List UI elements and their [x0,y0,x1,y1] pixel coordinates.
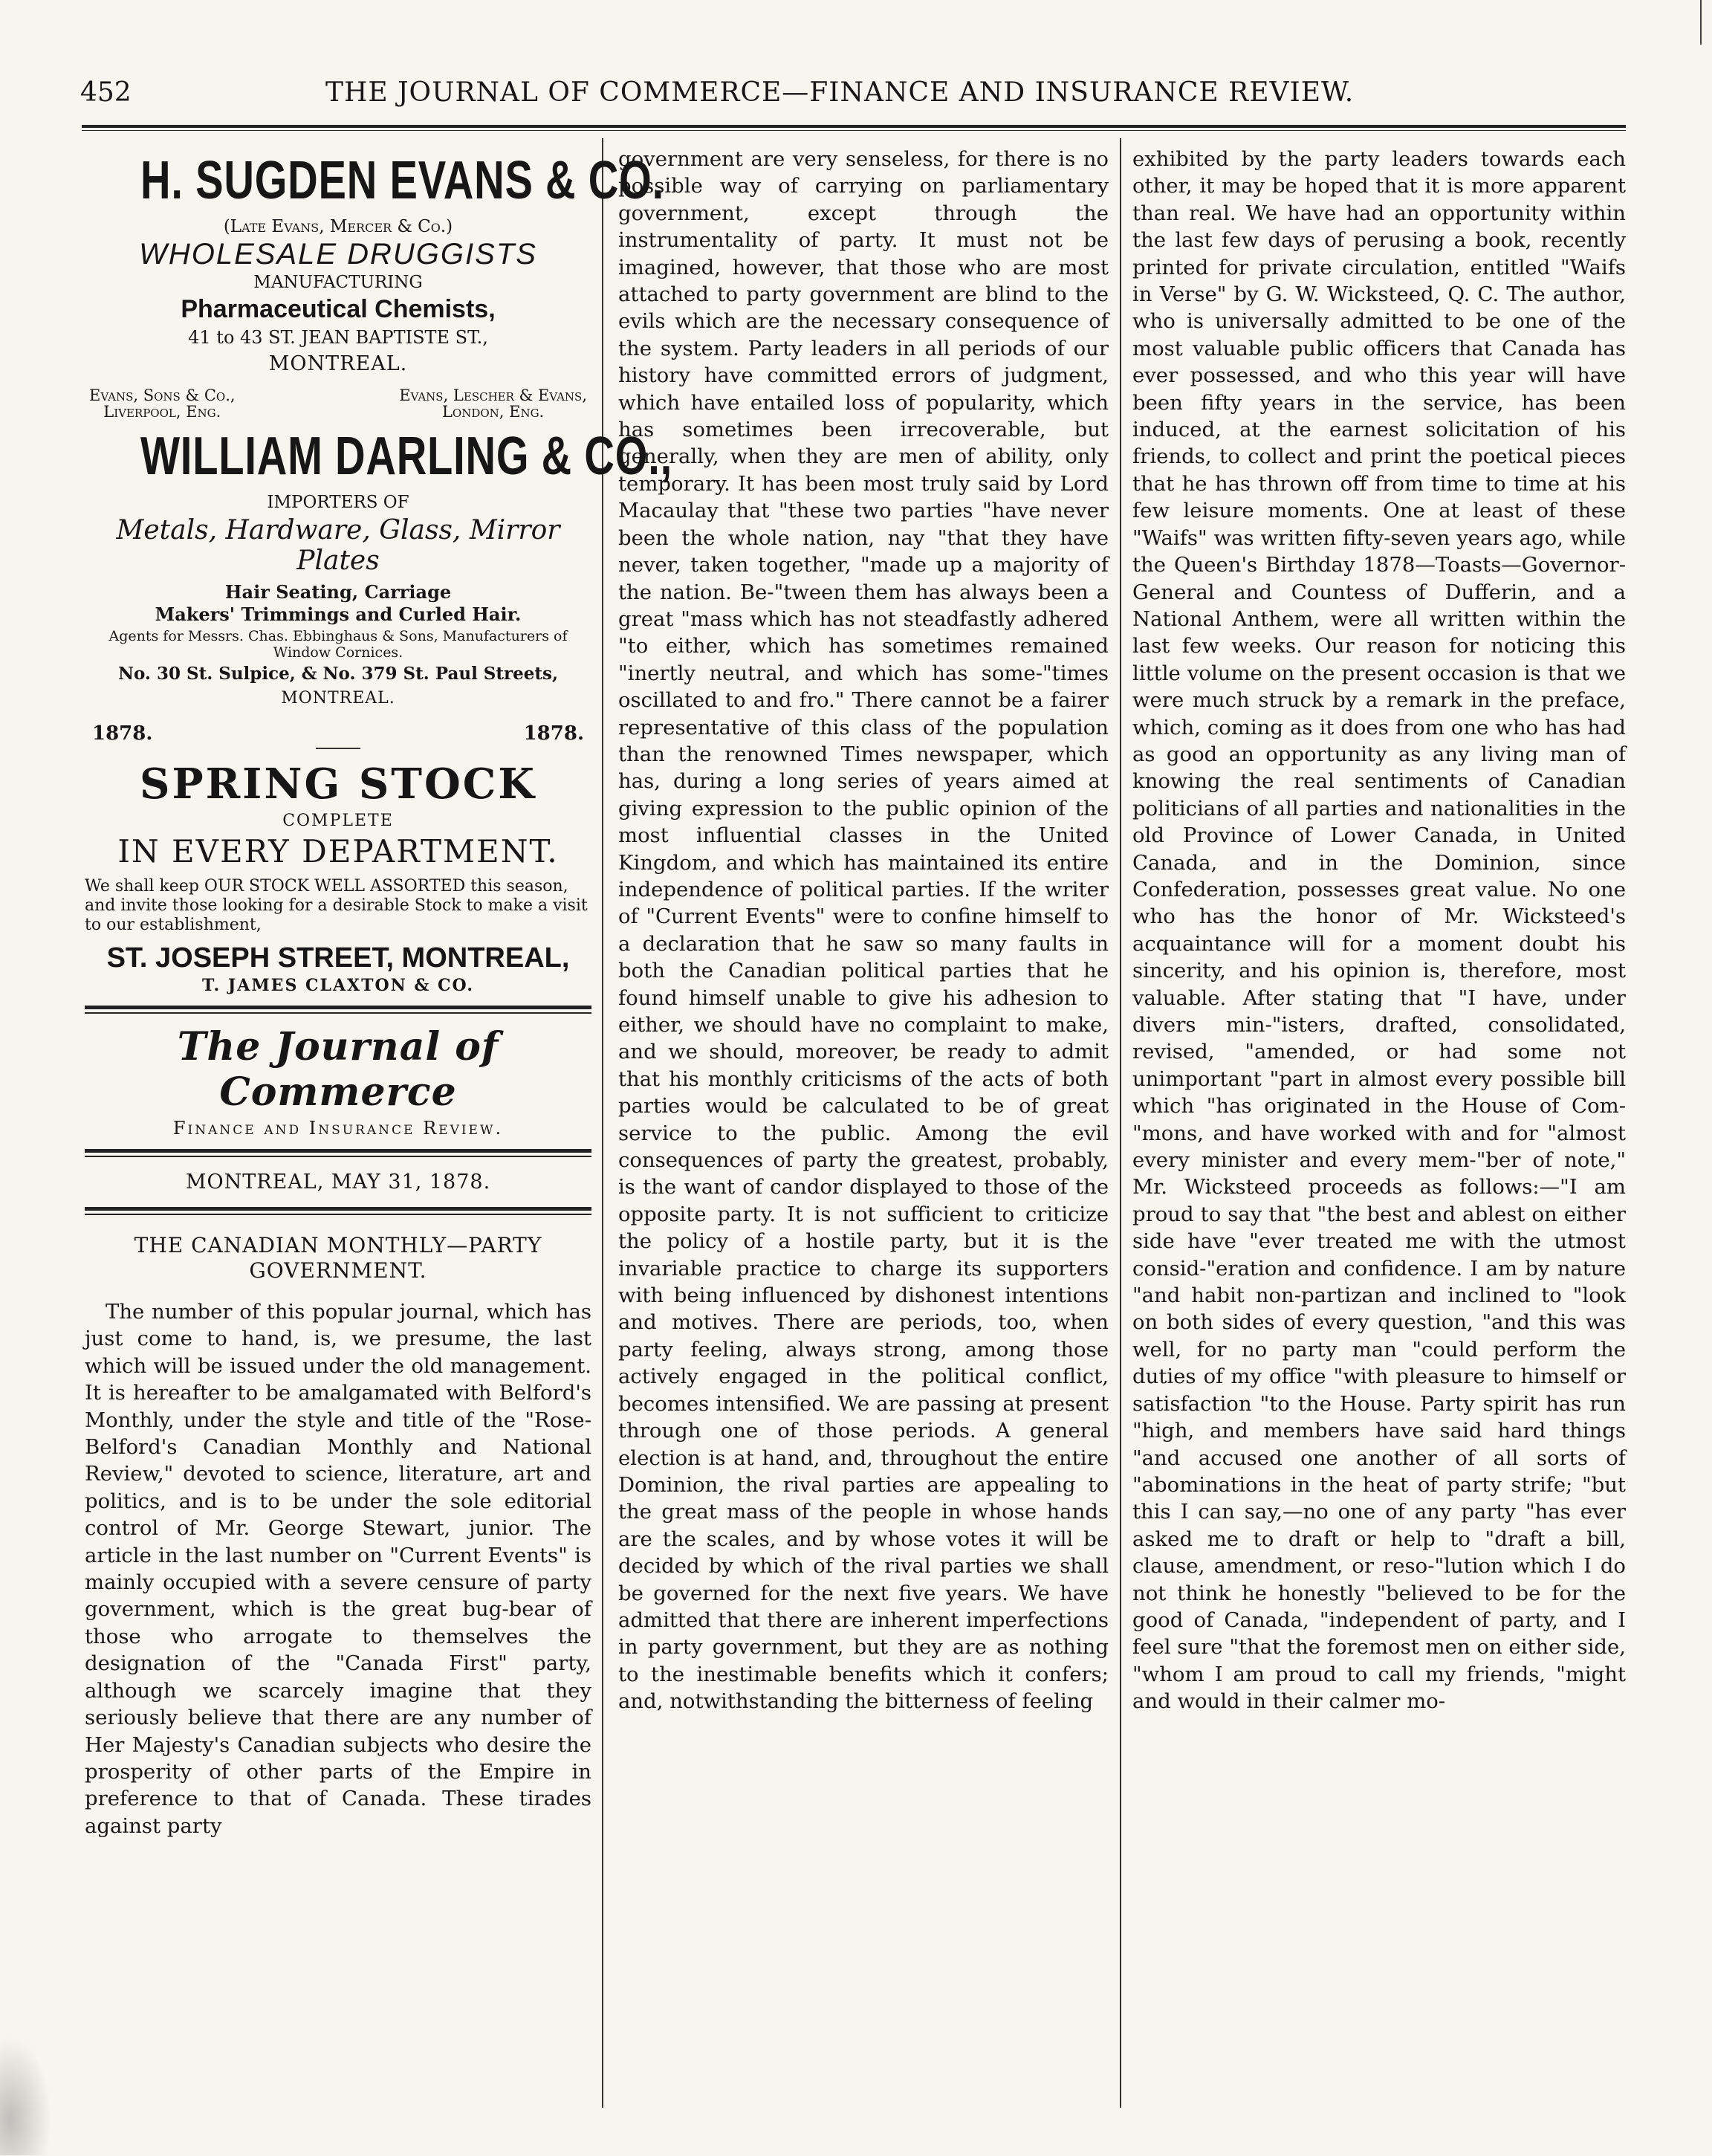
agent-right-name: Evans, Lescher & Evans, [399,386,587,404]
agent-left-name: Evans, Sons & Co., [89,386,236,404]
masthead-top-rule [85,1006,591,1014]
running-title: THE JOURNAL OF COMMERCE—FINANCE AND INSURANCE REVIEW. [325,77,1355,108]
masthead-subtitle: Finance and Insurance Review. [172,1118,504,1139]
ad-sugden-name: H. SUGDEN EVANS & CO. [140,151,664,210]
agent-left-place: Liverpool, Eng. [103,403,221,421]
ad-claxton-complete: COMPLETE [282,812,394,830]
ad-claxton-firm: T. JAMES CLAXTON & CO. [202,976,474,995]
masthead-bottom-rule [85,1149,591,1157]
ad-claxton-headline: SPRING STOCK [140,760,536,809]
ad-darling-address: No. 30 St. Sulpice, & No. 379 St. Paul Streets, [117,664,559,684]
ad-darling-importers: IMPORTERS OF [267,493,409,512]
ad-sugden-late: (Late Evans, Mercer & Co.) [223,217,453,236]
year-left: 1878. [92,722,153,745]
ad-claxton [85,722,591,995]
page-edge [1700,0,1712,45]
ad-sugden-city: MONTREAL. [268,352,408,375]
article-paragraph: exhibited by the party leaders towards each other, it may be hoped that it is more apparent than real. We have had an opportunity within the last few days of perusing a book, recently printed for private circulation, entitled "Waifs in Verse" by G. W. Wicksteed, Q. C. The author, who is universally admitted to be one of the most valuable public officers that Canada has ever possessed, and who this year will have been fifty years in the service, has been induced, at the earnest solicitation of his friends, to collect and print the poetical pieces that he has thrown off from time to time at his few leisure moments. One at least of these "Waifs" was written fifty-seven years ago, while the Queen's Birthday 1878—Toasts—Governor-General and Countess of Dufferin, and a National Anthem, were all written within the last few weeks. Our reason for noticing this little volume on the present occasion is that we were much struck by a remark in the preface, which, coming as it does from one who has had as good an opportunity as any living man of knowing the real sentiments of Canadian politicians of all parties and nationalities in the old Province of Lower Canada, in United Canada, and in the Dominion, since Confederation, possesses great value. No one who has the honor of Mr. Wicksteed's acquaintance will for a moment doubt his sincerity, and his opinion is, therefore, most valuable. After stating that "I have, under divers min-"isters, drafted, consolidated, revised, "amended, or had some not unimportant "part in almost every possible bill which "has originated in the House of Com-"mons, and have worked with and for "almost every minister and every mem-"ber of note," Mr. Wicksteed proceeds as follows:—"I am proud to say that "the best and ablest on either side have "ever treated me with the utmost consid-"eration and confidence. I am by nature "and habit non-partizan and inclined to "look on both sides of every question, "and this was well, for no party man "could perform the duties of my office "with pleasure to himself or satisfaction "to the House. Party spirit has run "high, and members have said hard things "and accused one another of all sorts of "abominations in the heat of party strife; "but this I can say,—no one of any party "has ever asked me to draft or help to "draft a bill, clause, amendment, or reso-"lution which I do not think he honestly "believed to be for the good of Canada, "independent of party, and I feel sure "that the foremost men on either side, "whom I am proud to call my friends, "might and would in their calmer mo- [1132,147,1626,1714]
article-body-col-1 [85,1298,591,1839]
short-rule [316,748,360,749]
ad-sugden-chemists: Pharmaceutical Chemists, [181,295,496,323]
article-title-line-1: THE CANADIAN MONTHLY—PARTY [134,1233,542,1257]
page-number: 452 [80,77,132,108]
masthead-title: The Journal of Commerce [177,1024,499,1115]
year-right: 1878. [523,722,584,745]
ad-william-darling [85,426,672,708]
ad-sugden-agents [85,387,591,420]
ad-darling-agents: Agents for Messrs. Chas. Ebbinghaus & Sons, Manufacturers of Window Cornices. [108,628,568,661]
ad-darling-hair-2: Makers' Trimmings and Curled Hair. [155,603,522,625]
article-body-col-2 [618,146,1109,1715]
ad-sugden-business: WHOLESALE DRUGGISTS [139,238,537,271]
ad-darling-hair-1: Hair Seating, Carriage [224,581,452,603]
agent-right-place: London, Eng. [441,403,545,421]
article-title [85,1233,591,1283]
header-rule [82,125,1626,131]
column-1 [85,146,672,1839]
ad-claxton-department: IN EVERY DEPARTMENT. [117,833,559,870]
ad-claxton-text: We shall keep OUR STOCK WELL ASSORTED this season, and invite those looking for a desirable Stock to make a visit to our establishment, [85,877,588,934]
running-header [80,77,1626,114]
column-3 [1132,146,1626,1715]
ad-darling-name: WILLIAM DARLING & CO., [140,427,672,486]
article-paragraph: The number of this popular journal, which has just come to hand, is, we presume, the last which will be issued under the old management. It is hereafter to be amalgamated with Belford's Monthly, under the style and title of the "Rose-Belford's Canadian Monthly and National Review," devoted to science, literature, art and politics, and is to be under the sole editorial control of Mr. George Stewart, junior. The article in the last number on "Current Events" is mainly occupied with a severe censure of party government, which is the great bug-bear of those who arrogate to themselves the designation of the "Canada First" party, although we scarcely imagine that they seriously believe that there are any number of Her Majesty's Canadian subjects who desire the prosperity of other parts of the Empire in preference to that of Canada. These tirades against party [85,1300,591,1838]
ad-darling-city: MONTREAL. [281,689,395,708]
ad-darling-goods: Metals, Hardware, Glass, Mirror Plates [116,515,560,576]
ad-claxton-years [92,722,584,745]
ad-claxton-street: ST. JOSEPH STREET, MONTREAL, [106,942,570,974]
column-rule-2 [1120,138,1121,2108]
ad-sugden-address: 41 to 43 ST. JEAN BAPTISTE ST., [188,327,488,348]
article-paragraph: government are very senseless, for there is no possible way of carrying on parliamentary government, except through the instrumentality of party. It must not be imagined, however, that those who are most attached to party government are blind to the evils which are the necessary consequence of the system. Party leaders in all periods of our history have committed errors of judgment, which have entailed loss of popularity, which has sometimes been irrecoverable, but generally, when they are men of ability, only temporary. It has been most truly said by Lord Macaulay that "these two parties "have never been the whole nation, nay "that they have never, taken together, "made up a majority of the nation. Be-"tween them has always been a great "mass which has not steadfastly adhered "to either, which has sometimes remained "inertly neutral, and which has some-"times oscillated to and fro." There cannot be a fairer representative of this class of the population than the renowned Times newspaper, which has, during a long series of years aimed at giving expression to the public opinion of the most influential classes in the United Kingdom, and which has maintained its entire independence of political parties. If the writer of "Current Events" were to confine himself to a declaration that he saw so many faults in both the Canadian political parties that he found himself unable to give his adhesion to either, we should have no complaint to make, and we should, moreover, be ready to admit that his monthly criticisms of the acts of both parties would be calculated to be of great service to the public. Among the evil consequences of party the greatest, probably, is the want of candor displayed to those of the opposite party. It is not sufficient to criticize the policy of a hostile party, but it is the invariable practice to charge its supporters with being influenced by dishonest intentions and motives. There are periods, too, when party feeling, always strong, among those actively engaged in the political conflict, becomes intensified. We are passing at present through one of those periods. A general election is at hand, and, throughout the entire Dominion, the rival parties are appealing to the great mass of the people in whose hands are the scales, and by whose votes it will be decided by which of the rival parties we shall be governed for the next five years. We have admitted that there are inherent imperfections in party government, but they are as nothing to the inestimable benefits which it confers; and, notwithstanding the bitterness of feeling [618,147,1109,1714]
ad-sugden-manufacturing: MANUFACTURING [253,273,423,292]
dateline-rule [85,1207,591,1215]
article-body-col-3 [1132,146,1626,1715]
page-stain [0,2036,52,2155]
article-title-line-2: GOVERNMENT. [249,1258,427,1283]
column-2 [618,146,1109,1715]
ad-sugden-evans [85,150,664,421]
dateline: MONTREAL, MAY 31, 1878. [185,1171,491,1194]
